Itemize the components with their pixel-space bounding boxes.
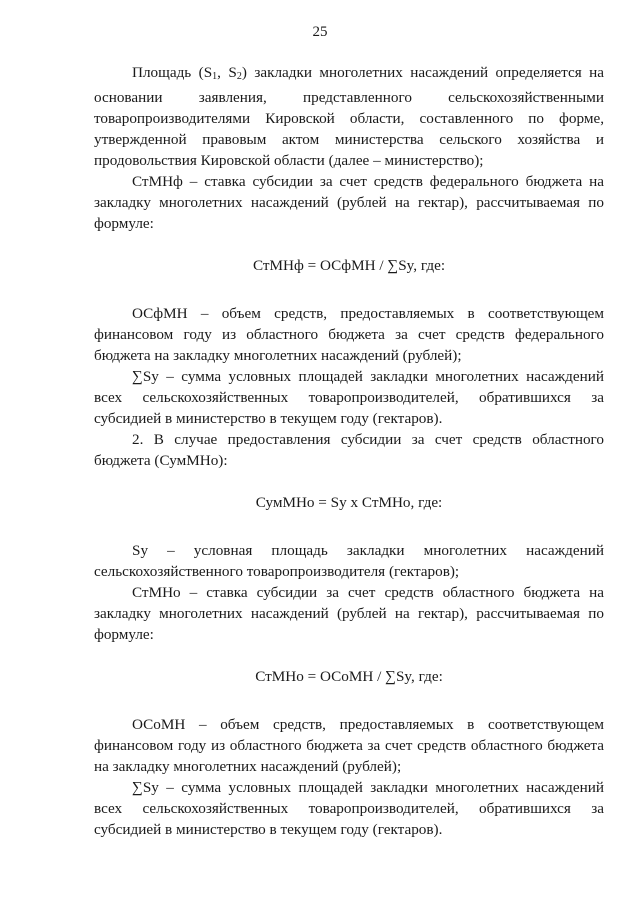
- paragraph-conditional-area: Sy – условная площадь закладки многолетних насаждений сельскохозяйственного товаропроизводителя (гектаров);: [94, 542, 604, 580]
- page-number: 25: [312, 24, 328, 40]
- formula-regional-sum: СумМНо = Sy х СтМНо, где:: [255, 494, 443, 511]
- paragraph-federal-rate: СтМНф – ставка субсидии за счет средств федерального бюджета на закладку многолетних насаждений (рублей на гектар), рассчитываемая по формуле:: [94, 173, 604, 232]
- paragraph-sum-areas-1: ∑Sy – сумма условных площадей закладки многолетних насаждений всех сельскохозяйственных товаропроизводителей, обратившихся за субсидией в министерство в текущем году (гектаров).: [94, 368, 604, 427]
- paragraph-federal-funds: ОСфМН – объем средств, предоставляемых в соответствующем финансовом году из областного бюджета за счет средств федерального бюджета на закладку многолетних насаждений (рублей);: [94, 305, 604, 364]
- paragraph-sum-areas-2: ∑Sy – сумма условных площадей закладки многолетних насаждений всех сельскохозяйственных товаропроизводителей, обратившихся за субсидией в министерство в текущем году (гектаров).: [94, 779, 604, 838]
- paragraph-regional-funds: ОСоМН – объем средств, предоставляемых в соответствующем финансовом году из областного бюджета за счет средств областного бюджета на закладку многолетних насаждений (рублей);: [94, 716, 604, 775]
- formula-regional-rate: СтМНо = ОСоМН / ∑Sy, где:: [255, 668, 443, 685]
- paragraph-regional-case: 2. В случае предоставления субсидии за счет средств областного бюджета (СумМНо):: [94, 431, 604, 469]
- paragraph-area-definition: Площадь ($S_1$, $S_2$) закладки многолетних насаждений определяется на основании заявления, представленного сельскохозяйственными товаропроизводителями Кировской области, составленного по форме, утвержденной правовым актом министерства сельского хозяйства и продовольствия Кировской области (далее – министерство);: [94, 64, 605, 169]
- paragraph-regional-rate: СтМНо – ставка субсидии за счет средств областного бюджета на закладку многолетних насаждений (рублей на гектар), рассчитываемая по формуле:: [94, 584, 604, 643]
- formula-federal-rate: СтМНф = ОСфМН / ∑Sy, где:: [252, 257, 446, 274]
- document-body: [94, 62, 604, 840]
